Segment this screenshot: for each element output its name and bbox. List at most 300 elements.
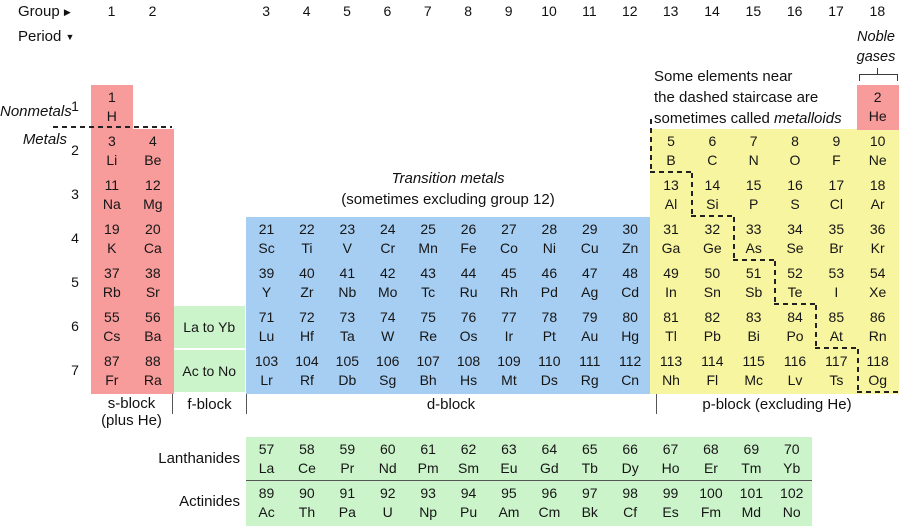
noble-gases-bracket-tick xyxy=(877,68,878,75)
element-cell xyxy=(815,349,857,394)
group-axis-label xyxy=(18,3,71,21)
element-cell xyxy=(733,261,775,306)
atomic-number: 67 xyxy=(662,441,679,458)
element-symbol: Ts xyxy=(829,372,844,389)
atomic-number: 58 xyxy=(299,441,315,458)
atomic-number: 79 xyxy=(581,309,598,326)
atomic-number: 22 xyxy=(299,221,315,238)
atomic-number: 52 xyxy=(787,265,803,282)
atomic-number: 100 xyxy=(699,485,723,502)
atomic-number: 53 xyxy=(828,265,845,282)
atomic-number: 29 xyxy=(581,221,598,238)
element-symbol: W xyxy=(381,328,395,345)
element-symbol: Pm xyxy=(417,460,439,477)
element-cell xyxy=(91,349,133,394)
group-number: 3 xyxy=(262,3,271,19)
element-cell xyxy=(327,349,368,394)
atomic-number: 55 xyxy=(104,309,120,326)
element-cell xyxy=(529,305,570,350)
element-symbol: Lr xyxy=(260,372,273,389)
atomic-number: 83 xyxy=(745,309,762,326)
atomic-number: 72 xyxy=(299,309,315,326)
element-symbol: Ni xyxy=(542,240,556,257)
element-symbol: Te xyxy=(787,284,803,301)
group-number: 16 xyxy=(786,3,803,19)
element-symbol: Al xyxy=(664,196,678,213)
element-symbol: Sc xyxy=(258,240,275,257)
atomic-number: 43 xyxy=(420,265,436,282)
element-symbol: S xyxy=(790,196,800,213)
atomic-number: 114 xyxy=(701,353,724,370)
element-cell xyxy=(610,481,651,526)
element-symbol: Mo xyxy=(378,284,398,301)
element-cell xyxy=(488,437,529,482)
element-symbol: Tm xyxy=(741,460,762,477)
element-cell xyxy=(529,349,570,394)
atomic-number: 61 xyxy=(420,441,436,458)
element-cell xyxy=(408,481,449,526)
element-cell xyxy=(857,261,899,306)
atomic-number: 59 xyxy=(339,441,356,458)
element-cell xyxy=(815,305,857,350)
element-symbol: Cl xyxy=(829,196,843,213)
atomic-number: 95 xyxy=(501,485,517,502)
atomic-number: 34 xyxy=(787,221,803,238)
element-cell xyxy=(448,349,489,394)
element-symbol: Na xyxy=(102,196,121,213)
group-number: 7 xyxy=(423,3,432,19)
period-number: 4 xyxy=(71,230,79,246)
atomic-number: 74 xyxy=(379,309,396,326)
staircase-dash-horizontal xyxy=(691,215,732,217)
atomic-number: 81 xyxy=(663,309,679,326)
element-cell xyxy=(569,261,610,306)
element-cell xyxy=(610,305,651,350)
element-cell xyxy=(286,261,327,306)
element-symbol: Kr xyxy=(870,240,885,257)
element-symbol: U xyxy=(382,504,393,521)
element-cell xyxy=(91,305,133,350)
atomic-number: 63 xyxy=(501,441,517,458)
atomic-number: 5 xyxy=(667,133,675,150)
staircase-dash-horizontal xyxy=(650,171,691,173)
element-symbol: Tb xyxy=(581,460,598,477)
s-block-label xyxy=(91,395,172,429)
staircase-dash-vertical xyxy=(857,349,859,393)
element-cell xyxy=(857,217,899,262)
element-cell xyxy=(448,261,489,306)
staircase-dash-vertical xyxy=(650,119,652,173)
atomic-number: 8 xyxy=(791,133,799,150)
element-cell xyxy=(529,481,570,526)
atomic-number: 107 xyxy=(416,353,440,370)
group-number: 6 xyxy=(383,3,392,19)
element-symbol: Ba xyxy=(144,328,162,345)
element-symbol: Y xyxy=(261,284,272,301)
element-cell xyxy=(246,481,287,526)
element-symbol: Ra xyxy=(143,372,162,389)
element-cell xyxy=(815,261,857,306)
element-symbol: At xyxy=(829,328,843,345)
element-cell xyxy=(132,217,174,262)
element-symbol: Ti xyxy=(301,240,313,257)
atomic-number: 93 xyxy=(420,485,436,502)
period-number: 2 xyxy=(71,142,79,158)
element-cell xyxy=(815,217,857,262)
element-symbol: Co xyxy=(499,240,518,257)
atomic-number: 41 xyxy=(339,265,356,282)
atomic-number: 24 xyxy=(379,221,396,238)
staircase-dash-vertical xyxy=(774,261,776,305)
element-symbol: Pt xyxy=(542,328,556,345)
metalloid-note-line2: the dashed staircase are xyxy=(654,89,819,106)
atomic-number: 64 xyxy=(541,441,558,458)
atomic-number: 97 xyxy=(581,485,598,502)
transition-metals-annotation xyxy=(246,168,650,210)
element-symbol: Ge xyxy=(703,240,722,257)
lanthanide-actinide-divider xyxy=(246,480,812,481)
atomic-number: 92 xyxy=(379,485,396,502)
group-number: 15 xyxy=(745,3,762,19)
element-symbol: Nb xyxy=(338,284,357,301)
element-cell xyxy=(691,129,733,174)
atomic-number: 86 xyxy=(869,309,886,326)
noble-gases-line1: Noble xyxy=(857,29,895,45)
element-symbol: Dy xyxy=(621,460,639,477)
atomic-number: 45 xyxy=(501,265,517,282)
element-symbol: I xyxy=(834,284,839,301)
atomic-number: 75 xyxy=(420,309,436,326)
atomic-number: 48 xyxy=(622,265,638,282)
metalloid-note-line3-prefix: sometimes called xyxy=(654,110,775,127)
element-symbol: Lu xyxy=(258,328,275,345)
group-number: 14 xyxy=(704,3,720,19)
element-cell xyxy=(691,261,733,306)
element-symbol: Zr xyxy=(300,284,314,301)
atomic-number: 102 xyxy=(780,485,804,502)
atomic-number: 118 xyxy=(866,353,889,370)
staircase-dash-horizontal xyxy=(857,391,900,393)
element-cell xyxy=(327,481,368,526)
element-symbol: Hg xyxy=(621,328,640,345)
element-cell xyxy=(246,437,287,482)
element-cell xyxy=(488,261,529,306)
element-cell xyxy=(857,349,899,394)
element-symbol: In xyxy=(665,284,677,301)
element-symbol: Tc xyxy=(421,284,436,301)
s-block-label-line1: s-block xyxy=(107,395,156,412)
element-symbol: Sg xyxy=(379,372,397,389)
element-cell xyxy=(91,173,133,218)
element-cell xyxy=(610,349,651,394)
p-block-label: p-block (excluding He) xyxy=(702,396,852,413)
atomic-number: 56 xyxy=(145,309,161,326)
group-number: 5 xyxy=(343,3,351,19)
element-cell xyxy=(690,437,731,482)
element-symbol: Mt xyxy=(501,372,517,389)
element-cell xyxy=(857,129,899,174)
atomic-number: 88 xyxy=(145,353,161,370)
element-symbol: Hf xyxy=(299,328,314,345)
element-cell xyxy=(691,217,733,262)
element-cell xyxy=(246,217,287,262)
element-symbol: Rn xyxy=(868,328,887,345)
atomic-number: 44 xyxy=(460,265,477,282)
period-label-text: Period xyxy=(18,28,62,45)
element-symbol: Md xyxy=(741,504,762,521)
group-number: 1 xyxy=(107,3,116,19)
element-symbol: Fe xyxy=(460,240,477,257)
staircase-dash-vertical xyxy=(733,217,735,261)
atomic-number: 42 xyxy=(379,265,396,282)
atomic-number: 99 xyxy=(662,485,679,502)
element-cell xyxy=(327,261,368,306)
element-cell xyxy=(488,481,529,526)
element-symbol: Mc xyxy=(744,372,763,389)
element-symbol: Cn xyxy=(621,372,640,389)
element-symbol: K xyxy=(107,240,117,257)
element-cell xyxy=(448,305,489,350)
element-cell xyxy=(774,129,816,174)
atomic-number: 103 xyxy=(254,353,279,370)
group-number: 4 xyxy=(302,3,311,19)
atomic-number: 32 xyxy=(704,221,721,238)
atomic-number: 19 xyxy=(104,221,120,238)
element-symbol: Li xyxy=(106,152,118,169)
period-number: 5 xyxy=(71,274,79,290)
group-number: 10 xyxy=(541,3,557,19)
element-symbol: Gd xyxy=(540,460,559,477)
element-symbol: As xyxy=(745,240,762,257)
element-symbol: F xyxy=(832,152,841,169)
element-cell xyxy=(731,437,772,482)
atomic-number: 26 xyxy=(460,221,477,238)
element-cell xyxy=(774,349,816,394)
atomic-number: 89 xyxy=(258,485,275,502)
element-symbol: Cs xyxy=(103,328,121,345)
atomic-number: 35 xyxy=(828,221,845,238)
atomic-number: 57 xyxy=(258,441,275,458)
period-arrow-icon: ▼ xyxy=(65,32,75,42)
atomic-number: 21 xyxy=(258,221,275,238)
element-cell xyxy=(367,217,408,262)
element-symbol: V xyxy=(342,240,353,257)
f-block-range-cell: Ac to No xyxy=(174,350,246,392)
staircase-dash-vertical xyxy=(815,305,817,349)
element-symbol: Zn xyxy=(621,240,639,257)
atomic-number: 37 xyxy=(104,265,120,282)
atomic-number: 46 xyxy=(541,265,558,282)
atomic-number: 69 xyxy=(743,441,760,458)
group-number: 2 xyxy=(148,3,157,19)
atomic-number: 40 xyxy=(299,265,315,282)
atomic-number: 77 xyxy=(501,309,517,326)
metalloid-note-line3 xyxy=(654,108,842,129)
element-cell xyxy=(408,261,449,306)
atomic-number: 117 xyxy=(825,353,848,370)
element-cell xyxy=(650,349,692,394)
atomic-number: 105 xyxy=(335,353,360,370)
atomic-number: 116 xyxy=(783,353,807,370)
metals-label: Metals xyxy=(22,131,67,148)
nonmetals-metals-dashed-divider xyxy=(53,126,172,128)
element-cell xyxy=(529,217,570,262)
atomic-number: 3 xyxy=(107,133,116,150)
element-symbol: Er xyxy=(703,460,718,477)
atomic-number: 23 xyxy=(339,221,356,238)
element-cell xyxy=(569,217,610,262)
element-cell xyxy=(569,481,610,526)
element-cell xyxy=(857,173,899,218)
element-cell xyxy=(408,437,449,482)
element-cell xyxy=(448,481,489,526)
element-cell xyxy=(610,261,651,306)
element-symbol: Re xyxy=(419,328,438,345)
atomic-number: 80 xyxy=(622,309,638,326)
element-symbol: Yb xyxy=(783,460,801,477)
element-symbol: Ru xyxy=(459,284,478,301)
element-cell xyxy=(650,217,692,262)
element-cell xyxy=(733,173,775,218)
atomic-number: 13 xyxy=(663,177,679,194)
element-cell xyxy=(771,481,812,526)
element-symbol: Ds xyxy=(540,372,558,389)
element-symbol: Pu xyxy=(459,504,478,521)
atomic-number: 70 xyxy=(783,441,800,458)
element-symbol: Cd xyxy=(621,284,640,301)
element-cell xyxy=(650,261,692,306)
atomic-number: 36 xyxy=(869,221,886,238)
element-symbol: O xyxy=(789,152,801,169)
element-cell xyxy=(774,217,816,262)
atomic-number: 68 xyxy=(703,441,719,458)
d-block-label: d-block xyxy=(426,396,476,413)
element-cell xyxy=(529,261,570,306)
atomic-number: 90 xyxy=(299,485,315,502)
element-symbol: Sm xyxy=(458,460,480,477)
group-number: 17 xyxy=(828,3,844,19)
element-symbol: Cr xyxy=(380,240,396,257)
atomic-number: 27 xyxy=(501,221,517,238)
group-number: 8 xyxy=(464,3,473,19)
atomic-number: 15 xyxy=(745,177,762,194)
element-symbol: B xyxy=(666,152,676,169)
element-cell xyxy=(774,261,816,306)
element-symbol: Am xyxy=(498,504,520,521)
atomic-number: 38 xyxy=(145,265,161,282)
atomic-number: 98 xyxy=(622,485,638,502)
atomic-number: 62 xyxy=(460,441,477,458)
period-number: 6 xyxy=(71,318,79,334)
element-symbol: Si xyxy=(706,196,719,213)
element-cell xyxy=(650,437,691,482)
element-symbol: Ac xyxy=(258,504,275,521)
metalloid-note-line1: Some elements near xyxy=(654,68,793,85)
atomic-number: 54 xyxy=(869,265,886,282)
group-arrow-icon: ▶ xyxy=(63,7,71,17)
element-cell xyxy=(246,261,287,306)
element-cell xyxy=(286,481,327,526)
element-symbol: Pr xyxy=(340,460,355,477)
group-number: 9 xyxy=(504,3,513,19)
element-symbol: P xyxy=(749,196,759,213)
atomic-number: 104 xyxy=(295,353,319,370)
element-cell xyxy=(286,305,327,350)
element-symbol: Tl xyxy=(665,328,677,345)
element-cell xyxy=(132,173,174,218)
f-block-label: f-block xyxy=(187,396,232,413)
atomic-number: 112 xyxy=(618,353,642,370)
element-cell xyxy=(367,305,408,350)
element-cell xyxy=(771,437,812,482)
element-cell xyxy=(448,437,489,482)
atomic-number: 96 xyxy=(541,485,558,502)
metalloid-note-line3-word: metalloids xyxy=(774,110,842,127)
element-cell xyxy=(488,217,529,262)
element-symbol: H xyxy=(106,108,117,125)
atomic-number: 82 xyxy=(704,309,721,326)
element-cell xyxy=(690,481,731,526)
element-cell xyxy=(650,173,692,218)
element-cell xyxy=(569,437,610,482)
element-symbol: Lv xyxy=(787,372,803,389)
element-symbol: Hs xyxy=(459,372,478,389)
element-symbol: Au xyxy=(581,328,599,345)
element-cell xyxy=(367,349,408,394)
atomic-number: 9 xyxy=(832,133,841,150)
group-number: 12 xyxy=(622,3,638,19)
group-number: 11 xyxy=(582,3,597,19)
atomic-number: 106 xyxy=(376,353,400,370)
element-symbol: La xyxy=(258,460,275,477)
atomic-number: 78 xyxy=(541,309,558,326)
element-symbol: Mn xyxy=(418,240,438,257)
element-cell xyxy=(448,217,489,262)
element-symbol: Sr xyxy=(145,284,160,301)
staircase-dash-horizontal xyxy=(774,303,815,305)
nonmetals-label: Nonmetals xyxy=(0,103,72,120)
element-symbol: Ta xyxy=(339,328,355,345)
atomic-number: 111 xyxy=(579,353,601,370)
element-symbol: Sb xyxy=(745,284,763,301)
element-symbol: Ce xyxy=(297,460,316,477)
element-symbol: Th xyxy=(298,504,316,521)
atomic-number: 94 xyxy=(460,485,477,502)
element-cell xyxy=(731,481,772,526)
atomic-number: 65 xyxy=(581,441,598,458)
element-cell xyxy=(733,305,775,350)
element-cell xyxy=(569,349,610,394)
staircase-dash-vertical xyxy=(691,173,693,217)
atomic-number: 31 xyxy=(663,221,679,238)
element-symbol: Fm xyxy=(700,504,722,521)
element-symbol: No xyxy=(782,504,801,521)
f-block-range-cell: La to Yb xyxy=(174,306,246,348)
atomic-number: 109 xyxy=(497,353,521,370)
element-cell xyxy=(91,129,133,174)
element-symbol: C xyxy=(707,152,718,169)
element-symbol: Os xyxy=(459,328,478,345)
element-symbol: Cu xyxy=(580,240,599,257)
element-cell xyxy=(650,481,691,526)
element-cell xyxy=(529,437,570,482)
element-cell xyxy=(132,129,174,174)
element-cell xyxy=(286,349,327,394)
element-cell xyxy=(857,305,899,350)
noble-gases-line2: gases xyxy=(856,49,896,65)
element-cell xyxy=(327,305,368,350)
element-cell xyxy=(488,305,529,350)
